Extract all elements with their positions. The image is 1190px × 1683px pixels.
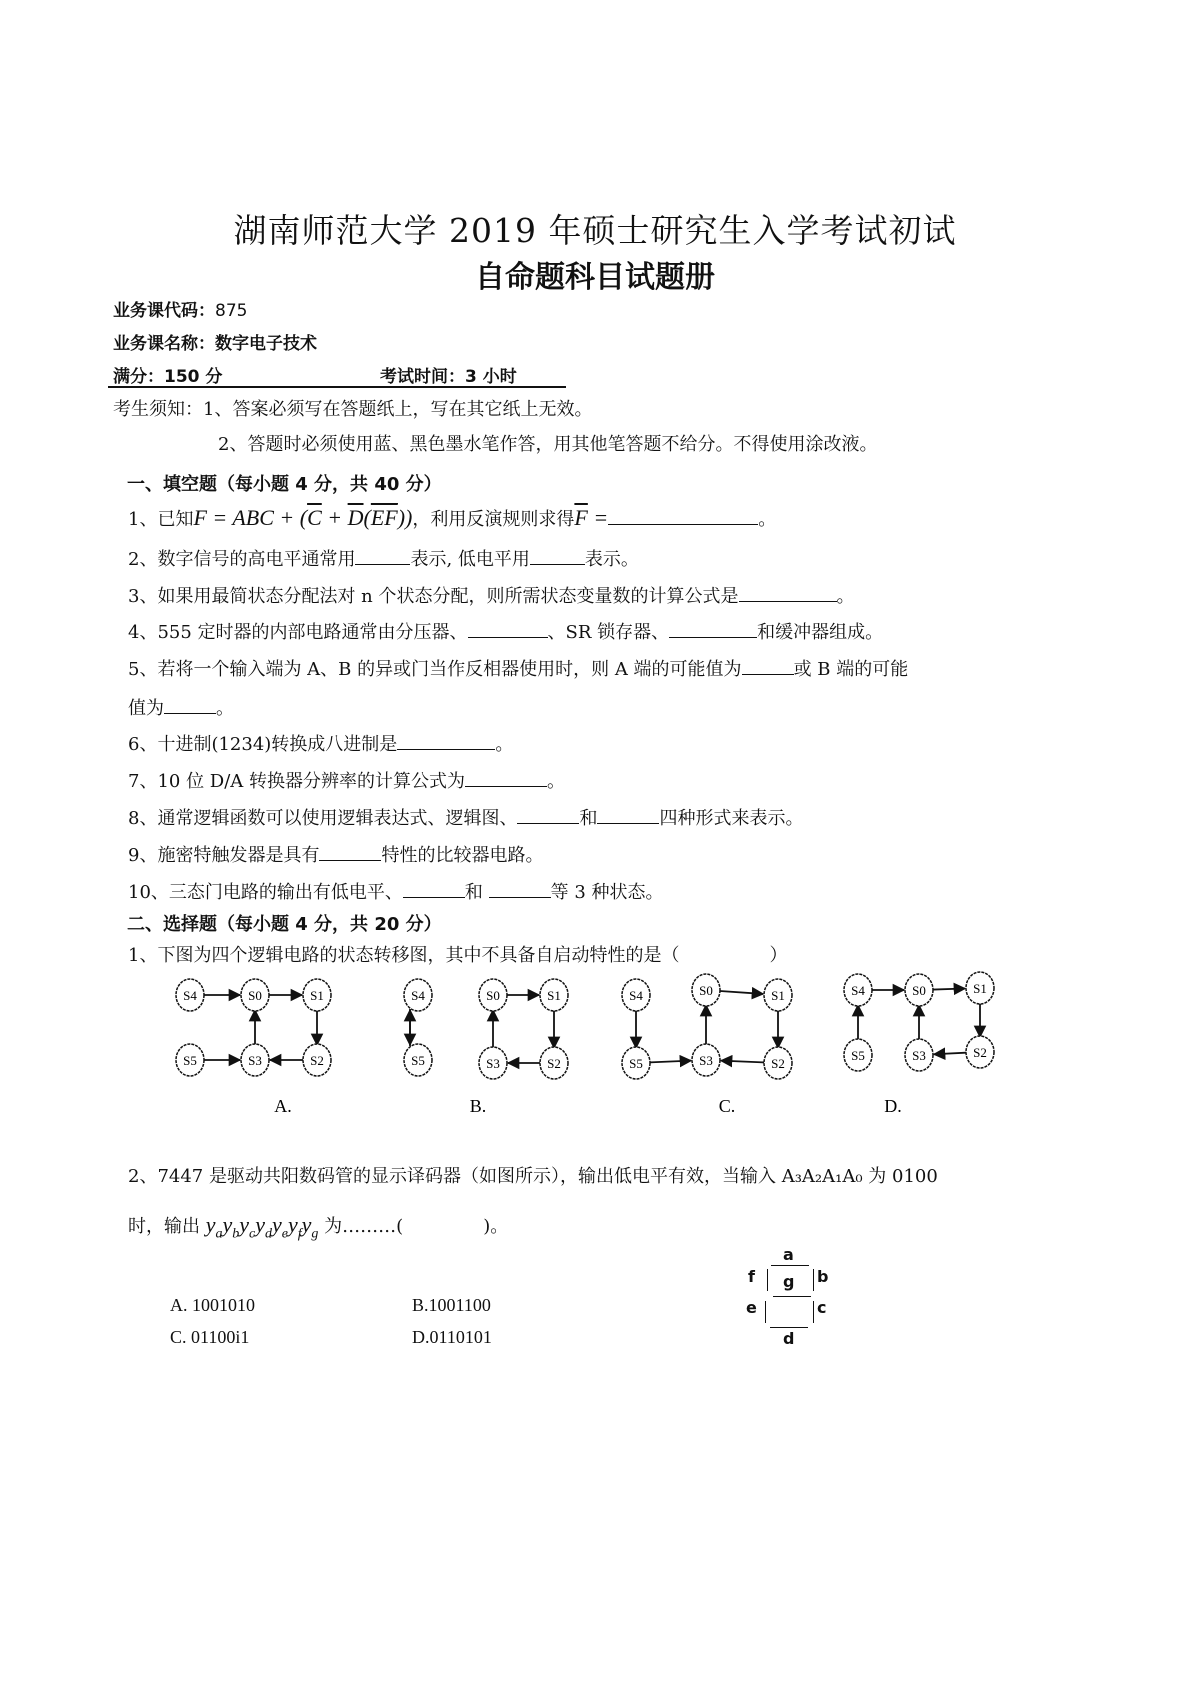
q2-text-b: 表示, 低电平用 (410, 549, 530, 570)
segment-d (770, 1327, 808, 1328)
state-label: S4 (411, 988, 425, 1003)
q1-d-bar: $\overline{D}$ (347, 505, 364, 530)
diagram-option-label[interactable]: B. (469, 1096, 487, 1116)
state-label: S1 (310, 988, 324, 1003)
exam-time-value: 3 小时 (465, 367, 517, 387)
seven-segment-diagram (730, 1245, 850, 1350)
transition-arrow (934, 1053, 966, 1055)
full-score (113, 362, 222, 387)
exam-time (380, 362, 517, 387)
q1-formula (193, 503, 412, 530)
answer-blank[interactable] (742, 656, 794, 675)
fill-question-3 (128, 582, 855, 608)
answer-blank[interactable] (465, 768, 547, 787)
q1-close: )) (397, 505, 413, 530)
fill-question-6 (128, 730, 513, 756)
transition-arrow (650, 1061, 691, 1063)
state-label: S5 (183, 1053, 197, 1068)
choice-question-2-line-2 (128, 1212, 508, 1242)
course-code (113, 296, 247, 321)
q4-text-c: 和缓冲器组成。 (757, 622, 884, 643)
output-subscript: a (215, 1226, 223, 1242)
option-c[interactable]: C. 01100i1 (170, 1327, 250, 1347)
choice-q1-close: ） (769, 945, 788, 966)
segment-label-f: f (748, 1267, 755, 1286)
fill-question-2 (128, 545, 639, 571)
fill-question-4 (128, 618, 883, 644)
exam-title: 湖南师范大学 2019 年硕士研究生入学考试初试 (233, 211, 957, 250)
state-label: S2 (547, 1056, 561, 1071)
q5-text-a: 5、若将一个输入端为 A、B 的异或门当作反相器使用时，则 A 端的可能值为 (128, 659, 742, 680)
fill-question-1 (128, 505, 776, 531)
output-subscript: c (249, 1226, 256, 1242)
choice-q1-text: 1、下图为四个逻辑电路的状态转移图，其中不具备自启动特性的是（ (128, 945, 680, 966)
output-subscript: f (297, 1226, 302, 1242)
state-diagram-b (404, 979, 568, 1116)
q10-text-a: 10、三态门电路的输出有低电平、 (128, 882, 403, 903)
output-y: y (272, 1212, 282, 1237)
option-a[interactable]: A. 1001010 (170, 1295, 255, 1315)
course-name-label: 业务课名称： (113, 334, 215, 354)
q1-eq2: = (587, 505, 609, 530)
state-label: S5 (851, 1048, 865, 1063)
segment-label-d: d (783, 1329, 795, 1348)
q2-text-a: 2、数字信号的高电平通常用 (128, 549, 356, 570)
q6-text-a: 6、十进制(1234)转换成八进制是 (128, 734, 398, 755)
answer-blank[interactable] (397, 731, 495, 750)
state-label: S5 (411, 1053, 425, 1068)
state-label: S4 (851, 983, 865, 998)
answer-blank[interactable] (530, 546, 585, 565)
q1-plus: + (321, 505, 348, 530)
output-subscript: g (311, 1226, 319, 1242)
full-score-value: 150 分 (164, 367, 223, 387)
q1-eq: = ABC + ( (206, 505, 308, 530)
state-label: S5 (629, 1056, 643, 1071)
segment-a (771, 1265, 809, 1266)
notice-label: 考生须知： (113, 399, 203, 420)
segment-label-a: a (783, 1245, 794, 1264)
diagram-option-label[interactable]: C. (718, 1096, 736, 1116)
q5-text-c: 值为 (128, 698, 164, 719)
transition-arrow (721, 1061, 764, 1063)
q3-text-a: 3、如果用最简状态分配法对 n 个状态分配，则所需状态变量数的计算公式是 (128, 586, 739, 607)
segment-label-g: g (783, 1272, 795, 1291)
answer-blank[interactable] (597, 805, 659, 824)
output-y: y (205, 1212, 216, 1237)
output-y: y (239, 1212, 250, 1237)
q1-ef-double-bar: $\overline{EF}$ (370, 505, 398, 530)
q1-prefix: 1、已知 (128, 509, 194, 530)
q9-text-b: 特性的比较器电路。 (381, 845, 544, 866)
output-y: y (301, 1212, 312, 1237)
segment-label-b: b (817, 1267, 829, 1286)
transition-arrow (720, 991, 763, 994)
state-label: S3 (699, 1053, 713, 1068)
q7-text-a: 7、10 位 D/A 转换器分辨率的计算公式为 (128, 771, 466, 792)
q3-text-b: 。 (836, 586, 855, 607)
course-name-value: 数字电子技术 (215, 334, 317, 354)
answer-blank[interactable] (355, 546, 410, 565)
section-2-title: 二、选择题（每小题 4 分，共 20 分） (127, 914, 442, 935)
output-subscript: e (281, 1226, 288, 1242)
state-label: S0 (912, 983, 926, 998)
state-label: S3 (248, 1053, 262, 1068)
course-name (113, 329, 317, 354)
segment-label-c: c (817, 1298, 827, 1317)
q9-text-a: 9、施密特触发器是具有 (128, 845, 320, 866)
answer-blank[interactable] (608, 506, 758, 525)
state-label: S4 (629, 988, 643, 1003)
q8-text-c: 四种形式来表示。 (659, 808, 804, 829)
state-diagram-d (844, 972, 994, 1116)
state-label: S1 (973, 981, 987, 996)
diagram-option-label[interactable]: D. (884, 1096, 902, 1116)
header-divider (108, 386, 566, 388)
segment-c (813, 1301, 814, 1323)
state-label: S2 (310, 1053, 324, 1068)
q2-text-c: 表示。 (584, 549, 639, 570)
state-label: S0 (699, 983, 713, 998)
choice-question-2: 2、7447 是驱动共阳数码管的显示译码器（如图所示），输出低电平有效，当输入 A₃A₂A₁A₀ 为 0100 (128, 1166, 938, 1187)
notice-item: 1、答案必须写在答题纸上，写在其它纸上无效。 (203, 399, 593, 420)
state-label: S4 (183, 988, 197, 1003)
q4-text-b: 、SR 锁存器、 (547, 622, 670, 643)
answer-blank[interactable] (669, 619, 757, 638)
segment-e (765, 1301, 766, 1323)
q7-text-b: 。 (547, 771, 566, 792)
full-score-label: 满分： (113, 367, 164, 387)
answer-blank[interactable] (468, 619, 548, 638)
state-diagram-a (176, 979, 331, 1116)
q10-text-c: 等 3 种状态。 (550, 882, 664, 903)
output-y: y (288, 1212, 298, 1237)
course-code-value: 875 (215, 301, 248, 321)
state-diagram-c (622, 974, 792, 1116)
q8-text-b: 和 (579, 808, 598, 829)
state-label: S2 (771, 1056, 785, 1071)
state-label: S2 (973, 1045, 987, 1060)
output-subscript: b (232, 1226, 240, 1242)
state-label: S1 (547, 988, 561, 1003)
segment-b (813, 1269, 814, 1291)
option-b[interactable]: B.1001100 (412, 1295, 491, 1315)
q8-text-a: 8、通常逻辑函数可以使用逻辑表达式、逻辑图、 (128, 808, 518, 829)
output-y: y (255, 1212, 266, 1237)
state-label: S0 (486, 988, 500, 1003)
course-code-label: 业务课代码： (113, 301, 215, 321)
state-label: S0 (248, 988, 262, 1003)
segment-label-e: e (746, 1298, 757, 1317)
exam-subtitle: 自命题科目试题册 (475, 260, 715, 295)
notice-line-2: 2、答题时必须使用蓝、黑色墨水笔作答，用其他笔答题不给分。不得使用涂改液。 (218, 434, 878, 455)
answer-blank[interactable] (319, 842, 381, 861)
q2-line2-c: )。 (483, 1216, 509, 1237)
state-label: S1 (771, 988, 785, 1003)
option-d[interactable]: D.0110101 (412, 1327, 492, 1347)
fill-question-8 (128, 804, 803, 830)
diagram-option-label[interactable]: A. (274, 1096, 292, 1116)
answer-blank[interactable] (489, 879, 551, 898)
q5-text-b: 或 B 端的可能 (793, 659, 909, 680)
state-diagrams (0, 960, 1190, 1130)
fill-question-9 (128, 841, 543, 867)
section-1-title: 一、填空题（每小题 4 分，共 40 分） (127, 474, 442, 495)
q2-line2-b: 为………( (324, 1216, 404, 1237)
fill-question-5 (128, 655, 908, 681)
q6-text-b: 。 (495, 734, 514, 755)
output-y: y (222, 1212, 233, 1237)
fill-question-7 (128, 767, 565, 793)
state-label: S3 (912, 1048, 926, 1063)
q1-mid: ，利用反演规则求得 (412, 509, 575, 530)
answer-blank[interactable] (517, 805, 579, 824)
q10-text-b: 和 (464, 882, 489, 903)
q2-line2-a: 时，输出 (128, 1216, 200, 1237)
output-subscript: d (265, 1226, 273, 1242)
q4-text-a: 4、555 定时器的内部电路通常由分压器、 (128, 622, 468, 643)
notice-line-1 (113, 395, 592, 421)
q1-end: 。 (758, 509, 777, 530)
q2-outputs (205, 1212, 319, 1242)
exam-time-label: 考试时间： (380, 367, 465, 387)
transition-arrow (933, 988, 965, 989)
fill-question-10 (128, 878, 664, 904)
q1-c-bar: $\overline{C}$ (307, 505, 322, 530)
q1-f: F (193, 505, 207, 530)
segment-g (773, 1296, 811, 1297)
answer-blank[interactable] (403, 879, 465, 898)
q5-text-d: 。 (216, 698, 234, 719)
state-label: S3 (486, 1056, 500, 1071)
fill-question-5-cont (128, 694, 234, 720)
q1-open: ( (363, 505, 371, 530)
segment-f (767, 1269, 768, 1291)
q1-fbar: $\overline{F}$ (574, 505, 588, 530)
answer-blank[interactable] (739, 583, 837, 602)
answer-blank[interactable] (164, 695, 216, 714)
